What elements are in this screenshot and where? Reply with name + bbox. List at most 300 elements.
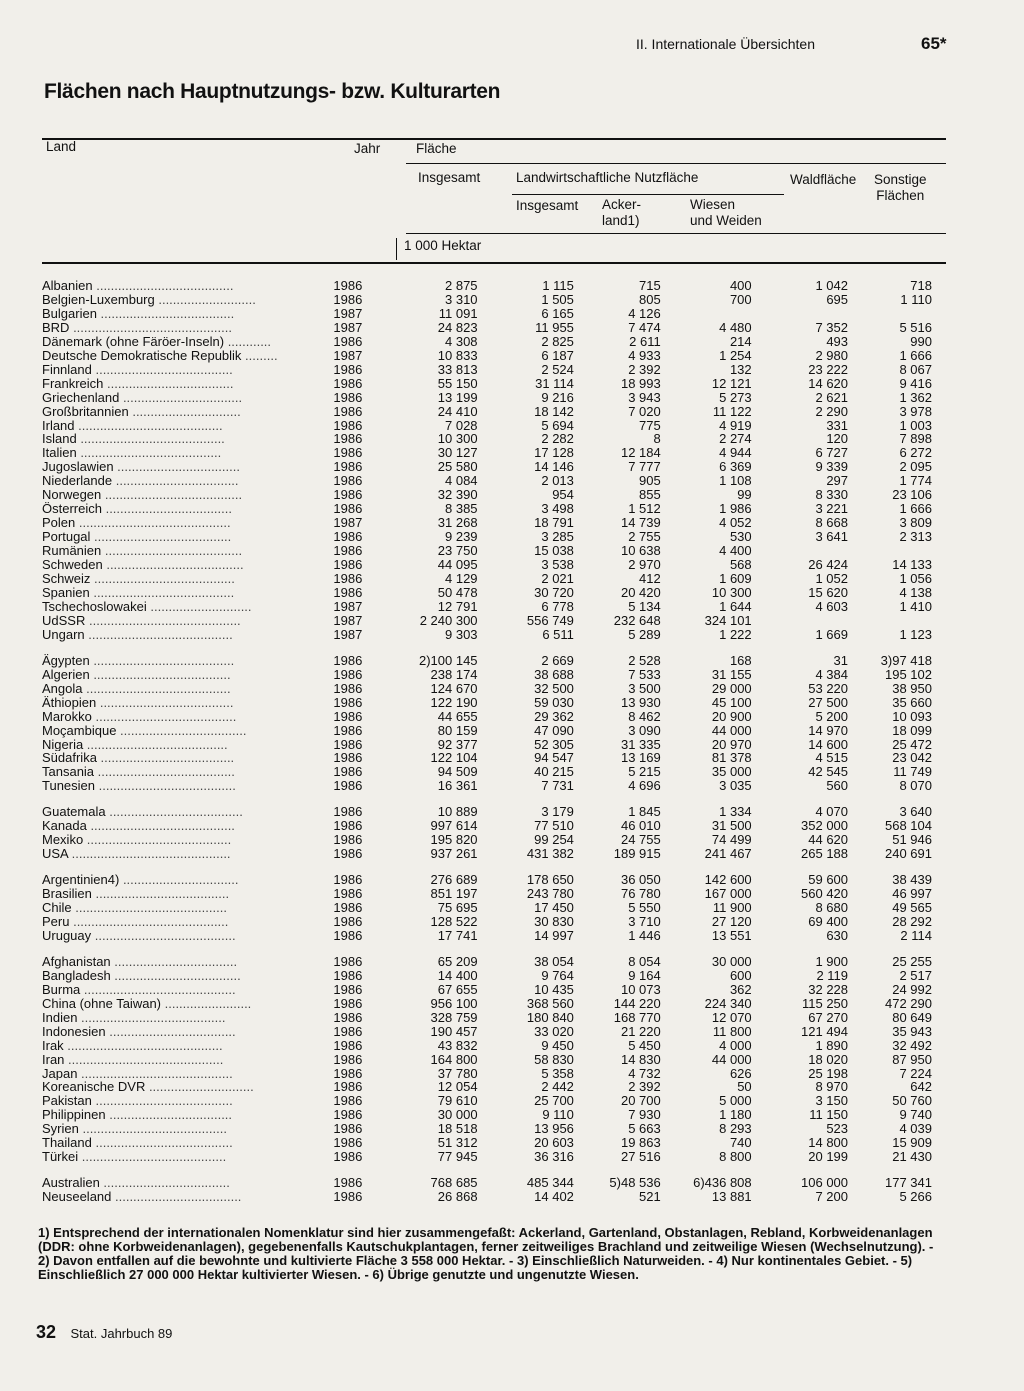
cell-land: Bangladesh ................................... xyxy=(42,968,241,983)
cell-value: 44 000 xyxy=(711,722,752,738)
cell-value: 92 377 xyxy=(437,736,478,752)
cell-value: 1 362 xyxy=(899,389,932,405)
cell-value: 18 099 xyxy=(892,722,932,738)
cell-value: 2 114 xyxy=(900,927,932,943)
cell-land: Kanada ........................................ xyxy=(42,819,235,834)
cell-value: 11 749 xyxy=(893,764,932,780)
cell-value: 4 400 xyxy=(719,543,752,559)
table-row xyxy=(42,1080,932,1094)
cell-value: 50 760 xyxy=(892,1093,932,1109)
cell-value: 99 xyxy=(737,487,752,503)
cell-jahr: 1986 xyxy=(333,1121,363,1137)
cell-value: 40 215 xyxy=(534,764,574,780)
cell-value: 30 830 xyxy=(534,913,574,929)
table-row xyxy=(42,1176,932,1190)
cell-value: 3 500 xyxy=(628,680,661,696)
cell-land: Moçambique ................................... xyxy=(42,723,247,738)
cell-value: 47 090 xyxy=(534,722,574,738)
cell-land: Polen .......................................... xyxy=(42,516,231,531)
cell-value: 11 122 xyxy=(712,403,752,419)
cell-value: 87 950 xyxy=(892,1051,932,1067)
cell-value: 1 774 xyxy=(899,473,932,489)
cell-value: 18 791 xyxy=(534,515,574,531)
cell-value: 11 900 xyxy=(712,900,752,916)
header-section-title: II. Internationale Übersichten xyxy=(636,36,815,52)
cell-jahr: 1986 xyxy=(333,1079,363,1095)
header-mid-rule xyxy=(406,163,946,164)
cell-value: 14 133 xyxy=(892,557,932,573)
cell-value: 59 030 xyxy=(534,694,574,710)
cell-value: 77 510 xyxy=(534,818,574,834)
cell-value: 8 385 xyxy=(445,501,478,517)
table-row xyxy=(42,586,932,600)
cell-value: 4 515 xyxy=(815,750,849,766)
cell-value: 523 xyxy=(826,1121,849,1137)
cell-value: 7 200 xyxy=(815,1189,849,1205)
cell-value: 7 352 xyxy=(815,319,849,335)
cell-land: Dänemark (ohne Färöer-Inseln) ............ xyxy=(42,334,272,349)
cell-value: 4 070 xyxy=(815,804,849,820)
data-table xyxy=(42,279,932,1204)
cell-value: 3 710 xyxy=(628,913,661,929)
cell-value: 65 209 xyxy=(437,953,478,969)
cell-jahr: 1986 xyxy=(333,333,363,349)
cell-value: 17 741 xyxy=(437,927,478,943)
cell-value: 168 xyxy=(729,652,752,668)
cell-value: 76 780 xyxy=(620,886,661,902)
cell-land: Tunesien ...................................... xyxy=(42,779,236,794)
group-gap xyxy=(42,1164,932,1176)
cell-value: 21 220 xyxy=(620,1023,661,1039)
unit-label: 1 000 Hektar xyxy=(404,238,482,253)
table-row xyxy=(42,915,932,929)
cell-value: 167 000 xyxy=(704,886,752,902)
cell-value: 178 650 xyxy=(526,872,574,888)
cell-value: 1 446 xyxy=(628,927,661,943)
cell-land: Peru ........................................... xyxy=(42,914,229,929)
cell-value: 9 216 xyxy=(541,389,574,405)
cell-jahr: 1986 xyxy=(333,872,363,888)
table-row xyxy=(42,405,932,419)
cell-land: Belgien-Luxemburg ........................... xyxy=(42,292,256,307)
cell-value: 1 123 xyxy=(899,626,932,642)
cell-jahr: 1986 xyxy=(333,736,363,752)
cell-value: 8 xyxy=(653,431,661,447)
cell-value: 238 174 xyxy=(430,666,478,682)
lnf-rule xyxy=(512,194,784,195)
cell-value: 5 000 xyxy=(719,1093,752,1109)
table-row xyxy=(42,765,932,779)
cell-value: 124 670 xyxy=(430,680,478,696)
cell-value: 3 498 xyxy=(541,501,574,517)
table-row xyxy=(42,682,932,696)
cell-value: 1 334 xyxy=(719,804,752,820)
cell-value: 25 580 xyxy=(437,459,478,475)
group-gap xyxy=(42,642,932,654)
cell-jahr: 1986 xyxy=(333,900,363,916)
col-lnf: Landwirtschaftliche Nutzfläche xyxy=(516,170,699,185)
table-row xyxy=(42,502,932,516)
cell-jahr: 1986 xyxy=(333,708,363,724)
cell-value: 6 778 xyxy=(541,598,574,614)
cell-value: 67 655 xyxy=(437,981,478,997)
cell-value: 115 250 xyxy=(801,995,849,1011)
cell-jahr: 1986 xyxy=(333,886,363,902)
table-row xyxy=(42,446,932,460)
cell-value: 368 560 xyxy=(526,995,574,1011)
cell-value: 232 648 xyxy=(613,612,661,628)
cell-value: 560 420 xyxy=(801,886,849,902)
cell-value: 5 215 xyxy=(628,764,661,780)
cell-value: 13 199 xyxy=(437,389,478,405)
table-row xyxy=(42,997,932,1011)
cell-value: 4 000 xyxy=(719,1037,752,1053)
cell-land: Schweiz ....................................... xyxy=(42,572,235,586)
cell-value: 297 xyxy=(826,473,849,489)
cell-value: 16 361 xyxy=(437,778,478,794)
col-land: Land xyxy=(46,139,77,154)
cell-jahr: 1986 xyxy=(333,417,363,433)
cell-value: 2 095 xyxy=(899,459,932,475)
cell-jahr: 1986 xyxy=(333,694,363,710)
cell-value: 9 764 xyxy=(541,967,574,983)
cell-value: 5 516 xyxy=(899,319,932,335)
cell-value: 626 xyxy=(729,1065,752,1081)
cell-value: 4 126 xyxy=(628,305,661,321)
cell-value: 32 228 xyxy=(808,981,849,997)
table-row xyxy=(42,419,932,433)
cell-value: 9 303 xyxy=(445,626,478,642)
cell-value: 5 450 xyxy=(628,1037,661,1053)
cell-value: 38 950 xyxy=(892,680,932,696)
cell-value: 99 254 xyxy=(534,832,574,848)
cell-value: 6 187 xyxy=(541,347,574,363)
table-row xyxy=(42,1136,932,1150)
table-row xyxy=(42,724,932,738)
cell-value: 11 800 xyxy=(712,1023,752,1039)
cell-value: 276 689 xyxy=(430,872,478,888)
cell-jahr: 1986 xyxy=(333,967,363,983)
cell-jahr: 1986 xyxy=(333,389,363,405)
cell-value: 1 890 xyxy=(815,1037,849,1053)
cell-land: Jugoslawien .................................. xyxy=(42,460,240,475)
cell-value: 52 305 xyxy=(534,736,574,752)
cell-value: 6 727 xyxy=(815,445,849,461)
table-row xyxy=(42,293,932,307)
cell-value: 1 845 xyxy=(628,804,661,820)
cell-value: 25 255 xyxy=(892,953,932,969)
table-row xyxy=(42,614,932,628)
cell-jahr: 1986 xyxy=(333,927,363,943)
cell-value: 2 755 xyxy=(628,529,661,545)
cell-jahr: 1986 xyxy=(333,501,363,517)
table-row xyxy=(42,1067,932,1081)
cell-value: 3 809 xyxy=(899,515,932,531)
cell-jahr: 1987 xyxy=(333,305,363,321)
cell-value: 3 035 xyxy=(719,778,752,794)
cell-value: 9 740 xyxy=(899,1107,932,1123)
cell-land: USA ............................................ xyxy=(42,847,231,862)
cell-value: 11 091 xyxy=(438,305,478,321)
cell-land: Philippinen .................................. xyxy=(42,1108,233,1123)
table-row xyxy=(42,696,932,710)
cell-value: 642 xyxy=(910,1079,932,1095)
cell-value: 990 xyxy=(910,333,932,349)
cell-value: 328 759 xyxy=(430,1009,478,1025)
cell-value: 46 997 xyxy=(892,886,932,902)
cell-value: 9 239 xyxy=(445,529,478,545)
cell-value: 10 435 xyxy=(534,981,574,997)
cell-value: 855 xyxy=(639,487,661,503)
cell-land: Tansania ...................................... xyxy=(42,765,235,780)
cell-value: 1 052 xyxy=(815,571,849,587)
cell-jahr: 1986 xyxy=(333,1135,363,1151)
table-row xyxy=(42,572,932,586)
cell-value: 2 621 xyxy=(815,389,849,405)
cell-value: 14 600 xyxy=(808,736,849,752)
cell-value: 9 450 xyxy=(541,1037,574,1053)
cell-value: 2 240 300 xyxy=(419,612,478,628)
cell-value: 94 509 xyxy=(437,764,478,780)
cell-value: 4 039 xyxy=(899,1121,932,1137)
table-row xyxy=(42,1094,932,1108)
table-row xyxy=(42,710,932,724)
cell-value: 4 138 xyxy=(899,584,932,600)
cell-value: 13 881 xyxy=(711,1189,752,1205)
cell-value: 144 220 xyxy=(613,995,661,1011)
cell-value: 7 731 xyxy=(541,778,574,794)
col-ackerland: Acker- land1) xyxy=(602,197,642,228)
cell-value: 25 198 xyxy=(808,1065,849,1081)
cell-value: 20 199 xyxy=(808,1149,849,1165)
cell-jahr: 1987 xyxy=(333,347,363,363)
cell-land: Irland ........................................ xyxy=(42,418,223,433)
cell-value: 7 474 xyxy=(628,319,661,335)
cell-value: 224 340 xyxy=(704,995,752,1011)
cell-value: 50 478 xyxy=(437,584,478,600)
cell-value: 1 180 xyxy=(719,1107,752,1123)
cell-value: 560 xyxy=(826,778,849,794)
table-row xyxy=(42,1190,932,1204)
cell-value: 164 800 xyxy=(430,1051,478,1067)
cell-land: Ungarn ........................................ xyxy=(42,627,233,642)
cell-value: 1 056 xyxy=(899,571,932,587)
cell-value: 905 xyxy=(639,473,661,489)
cell-value: 80 649 xyxy=(892,1009,932,1025)
cell-value: 3 221 xyxy=(815,501,849,517)
cell-value: 7 533 xyxy=(628,666,661,682)
cell-jahr: 1986 xyxy=(333,557,363,573)
table-row xyxy=(42,349,932,363)
cell-value: 120 xyxy=(826,431,849,447)
cell-value: 27 500 xyxy=(808,694,849,710)
table-row xyxy=(42,1011,932,1025)
table-row xyxy=(42,474,932,488)
cell-jahr: 1987 xyxy=(333,626,363,642)
cell-value: 1 512 xyxy=(628,501,661,517)
table-row xyxy=(42,432,932,446)
cell-value: 8 680 xyxy=(815,900,849,916)
cell-value: 7 028 xyxy=(445,417,478,433)
cell-value: 10 638 xyxy=(620,543,661,559)
cell-land: Pakistan ...................................... xyxy=(42,1094,233,1109)
cell-jahr: 1986 xyxy=(333,543,363,559)
cell-land: Albanien ...................................... xyxy=(42,279,234,293)
cell-value: 24 823 xyxy=(437,319,478,335)
cell-land: Guatemala ..................................... xyxy=(42,805,243,820)
cell-jahr: 1987 xyxy=(333,515,363,531)
cell-value: 13 551 xyxy=(711,927,752,943)
cell-value: 14 402 xyxy=(534,1189,574,1205)
cell-value: 23 042 xyxy=(892,750,932,766)
cell-value: 24 992 xyxy=(892,981,932,997)
cell-value: 51 946 xyxy=(892,832,932,848)
cell-value: 472 290 xyxy=(885,995,932,1011)
cell-value: 12 184 xyxy=(620,445,661,461)
cell-value: 8 970 xyxy=(815,1079,849,1095)
cell-value: 1 108 xyxy=(719,473,752,489)
cell-value: 2 119 xyxy=(816,967,849,983)
cell-land: Australien ................................... xyxy=(42,1176,230,1191)
cell-value: 937 261 xyxy=(430,846,478,862)
cell-value: 4 308 xyxy=(445,333,478,349)
cell-value: 4 696 xyxy=(628,778,661,794)
cell-value: 2)100 145 xyxy=(418,652,478,668)
cell-value: 1 003 xyxy=(899,417,932,433)
col-wiesen: Wiesen und Weiden xyxy=(690,197,762,228)
cell-land: Irak ........................................... xyxy=(42,1038,223,1053)
cell-value: 5 694 xyxy=(541,417,574,433)
cell-value: 954 xyxy=(552,487,574,503)
page-title: Flächen nach Hauptnutzungs- bzw. Kulturarten xyxy=(44,80,501,103)
cell-value: 568 104 xyxy=(885,818,932,834)
cell-value: 556 749 xyxy=(526,612,574,628)
cell-value: 77 945 xyxy=(437,1149,478,1165)
cell-value: 805 xyxy=(639,291,661,307)
cell-value: 8 462 xyxy=(628,708,661,724)
cell-value: 4 129 xyxy=(445,571,478,587)
cell-value: 15 038 xyxy=(534,543,574,559)
cell-value: 2 524 xyxy=(541,361,574,377)
cell-value: 13 956 xyxy=(534,1121,574,1137)
table-row xyxy=(42,600,932,614)
cell-land: Afghanistan .................................. xyxy=(42,954,238,969)
cell-value: 27 516 xyxy=(620,1149,661,1165)
cell-jahr: 1986 xyxy=(333,995,363,1011)
table-row xyxy=(42,983,932,997)
cell-value: 44 620 xyxy=(808,832,849,848)
cell-jahr: 1986 xyxy=(333,913,363,929)
cell-value: 4 384 xyxy=(815,666,849,682)
cell-value: 14 400 xyxy=(437,967,478,983)
cell-value: 32 492 xyxy=(892,1037,932,1053)
cell-jahr: 1986 xyxy=(333,529,363,545)
cell-jahr: 1986 xyxy=(333,818,363,834)
cell-value: 14 620 xyxy=(808,375,849,391)
cell-value: 14 997 xyxy=(534,927,574,943)
cell-value: 30 127 xyxy=(437,445,478,461)
cell-value: 695 xyxy=(826,291,849,307)
cell-value: 8 067 xyxy=(899,361,932,377)
cell-land: Deutsche Demokratische Republik ......... xyxy=(42,348,278,363)
cell-value: 2 825 xyxy=(541,333,574,349)
cell-value: 24 755 xyxy=(620,832,661,848)
cell-land: Großbritannien .............................. xyxy=(42,404,241,419)
cell-value: 51 312 xyxy=(437,1135,478,1151)
cell-value: 30 000 xyxy=(437,1107,478,1123)
cell-land: UdSSR .......................................... xyxy=(42,613,241,628)
cell-value: 362 xyxy=(729,981,752,997)
cell-value: 58 830 xyxy=(534,1051,574,1067)
cell-value: 132 xyxy=(729,361,752,377)
cell-jahr: 1986 xyxy=(333,722,363,738)
cell-value: 46 010 xyxy=(620,818,661,834)
cell-value: 31 114 xyxy=(535,375,574,391)
cell-value: 38 439 xyxy=(892,872,932,888)
cell-value: 1 410 xyxy=(899,598,932,614)
cell-value xyxy=(752,544,848,558)
table-row xyxy=(42,363,932,377)
cell-jahr: 1986 xyxy=(333,584,363,600)
cell-land: Norwegen ...................................... xyxy=(42,488,243,503)
table-row xyxy=(42,1122,932,1136)
cell-value: 1 666 xyxy=(899,347,932,363)
cell-jahr: 1987 xyxy=(333,598,363,614)
cell-value: 700 xyxy=(729,291,752,307)
cell-value: 30 000 xyxy=(711,953,752,969)
cell-value: 324 101 xyxy=(704,612,752,628)
cell-value: 15 620 xyxy=(808,584,849,600)
cell-value: 18 518 xyxy=(437,1121,478,1137)
cell-value: 67 270 xyxy=(808,1009,849,1025)
cell-value: 10 300 xyxy=(437,431,478,447)
cell-value: 13 169 xyxy=(620,750,661,766)
cell-value: 94 547 xyxy=(534,750,574,766)
cell-jahr: 1986 xyxy=(333,1107,363,1123)
footnotes: 1) Entsprechend der internationalen Nomenklatur sind hier zusammengefaßt: Ackerland, Gartenland, Obstanlagen, Rebland, Korbweidenanlagen (DDR: ohne Korbweidenanlagen), gegebenenfalls Kautschukplantagen, ferner zeitweiliges Brachland und zeitweilige Wiesen (Wechselnutzung). - 2) Davon entfallen auf die bewohnte und kultivierte Fläche 3 558 000 Hektar. - 3) Einschließlich Naturweiden. - 4) Nur kontinentales Gebiet. - 5) Einschließlich 27 000 000 Hektar kultivierter Wiesen. - 6) Übrige genutzte und ungenutzte Wiesen. xyxy=(38,1225,934,1282)
cell-land: Chile .......................................... xyxy=(42,901,227,915)
table-row xyxy=(42,321,932,335)
table-row xyxy=(42,558,932,572)
cell-value: 5 266 xyxy=(899,1189,932,1205)
cell-land: Uruguay ....................................... xyxy=(42,928,236,943)
cell-value: 25 472 xyxy=(892,736,932,752)
cell-value: 3 285 xyxy=(541,529,574,545)
cell-value: 2 274 xyxy=(719,431,752,447)
cell-value: 31 xyxy=(833,652,849,668)
table-row xyxy=(42,805,932,819)
cell-value: 4 052 xyxy=(719,515,752,531)
cell-value: 2 392 xyxy=(628,361,661,377)
cell-value: 14 830 xyxy=(620,1051,661,1067)
cell-value: 8 054 xyxy=(628,953,661,969)
cell-value: 37 780 xyxy=(437,1065,478,1081)
cell-value: 5)48 536 xyxy=(609,1175,661,1191)
cell-value: 195 102 xyxy=(885,666,932,682)
cell-value: 7 898 xyxy=(899,431,932,447)
cell-value: 3 310 xyxy=(445,291,478,307)
cell-value: 8 800 xyxy=(719,1149,752,1165)
cell-value: 80 159 xyxy=(437,722,478,738)
cell-land: Finnland ...................................... xyxy=(42,362,233,377)
table-row xyxy=(42,969,932,983)
cell-value: 9 164 xyxy=(628,967,661,983)
cell-value: 740 xyxy=(729,1135,752,1151)
table-row xyxy=(42,929,932,943)
group-gap xyxy=(42,943,932,955)
cell-value: 10 093 xyxy=(892,708,932,724)
cell-jahr: 1986 xyxy=(333,1189,363,1205)
